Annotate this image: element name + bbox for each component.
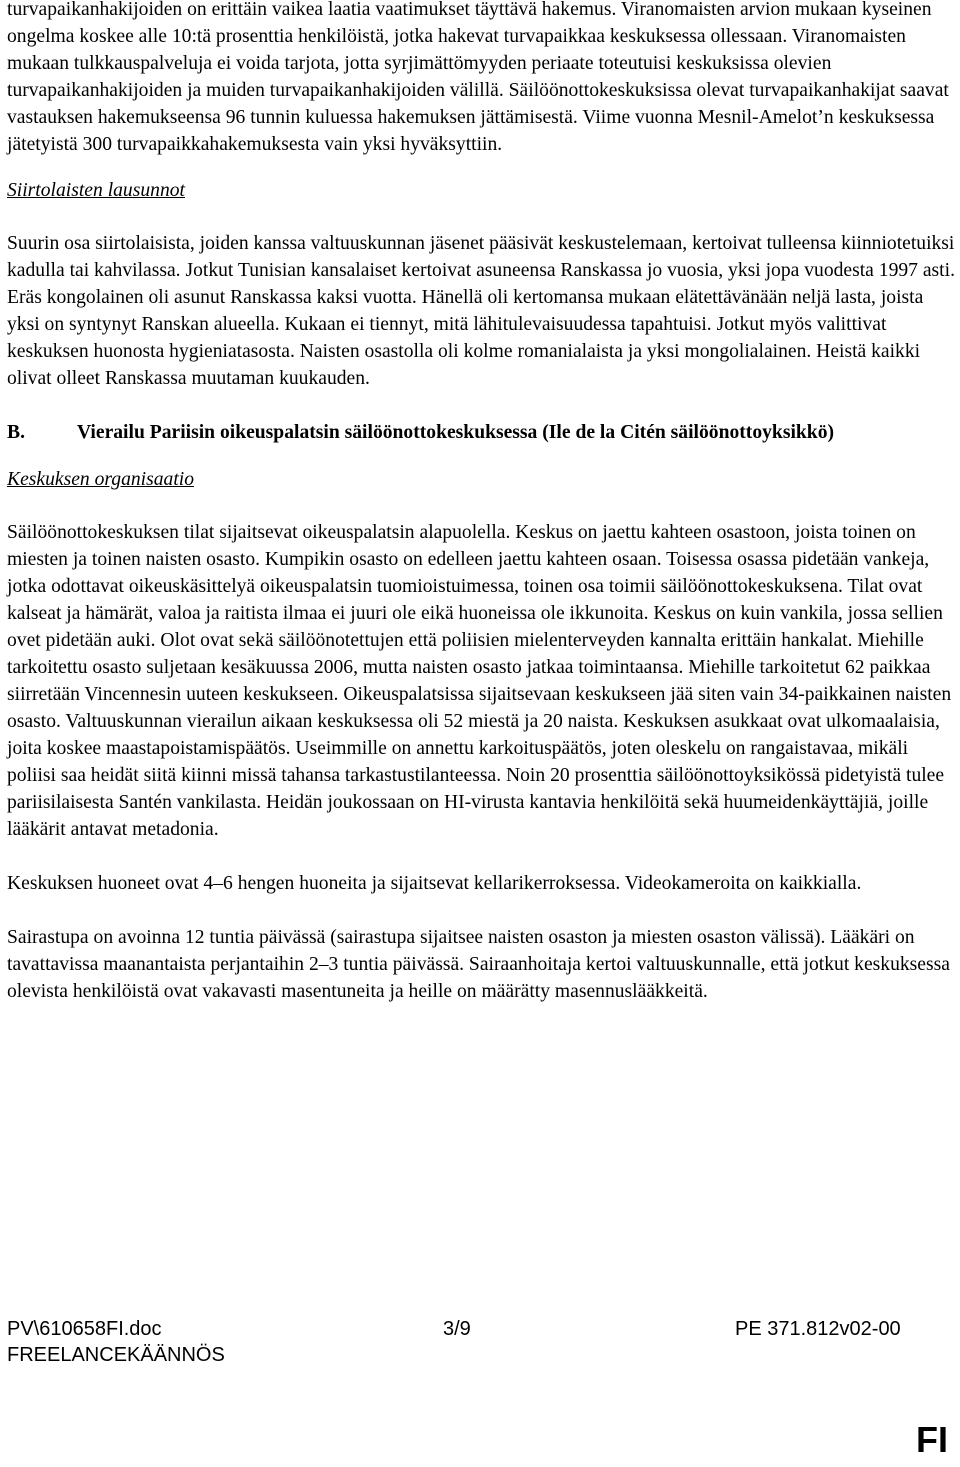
footer-translation-label: FREELANCEKÄÄNNÖS — [7, 1344, 225, 1366]
keskuksen-organisaatio-heading: Keskuksen organisaatio — [7, 469, 195, 490]
footer-page-number: 3/9 — [443, 1318, 471, 1340]
siirtolaiset-heading: Siirtolaisten lausunnot — [7, 180, 185, 201]
language-code: FI — [916, 1419, 948, 1460]
footer-pe-ref: PE 371.812v02-00 — [735, 1318, 901, 1340]
section-b-title: Vierailu Pariisin oikeuspalatsin säilöönottokeskuksessa (Ile de la Citén säilöönottoyksikkö) — [77, 422, 835, 443]
footer-doc-ref: PV\610658FI.doc — [7, 1318, 162, 1340]
intro-paragraph: turvapaikanhakijoiden on erittäin vaikea laatia vaatimukset täyttävä hakemus. Viranomaisten arvion mukaan kyseinen ongelma koskee alle 10:tä prosenttia henkilöistä, jotka hakevat turvapaikkaa keskuksessa ollessaan. Viranomaisten mukaan tulkkauspalveluja ei voida tarjota, jotta syrjimättömyyden periaate toteutuisi keskuksissa olevien turvapaikanhakijoiden ja muiden turvapaikanhakijoiden välillä. Säilöönottokeskuksissa olevat turvapaikanhakijat saavat vastauksen hakemukseensa 96 tunnin kuluessa hakemuksen jättämisestä. Viime vuonna Mesnil-Amelot’n keskuksessa jätetyistä 300 turvapaikkahakemuksesta vain yksi hyväksyttiin. — [7, 0, 949, 155]
section-b-letter: B. — [7, 422, 25, 443]
sairastupa-paragraph: Sairastupa on avoinna 12 tuntia päivässä (sairastupa sijaitsee naisten osaston ja miesten osaston välissä). Lääkäri on tavattavissa maanantaista perjantaihin 2–3 tuntia päivässä. Sairaanhoitaja kertoi valtuuskunnalle, että jotkut keskuksessa olevista henkilöistä ovat vakavasti masentuneita ja heille on määrätty masennuslääkkeitä. — [7, 927, 950, 1002]
siirtolaiset-paragraph: Suurin osa siirtolaisista, joiden kanssa valtuuskunnan jäsenet pääsivät keskustelemaan, kertoivat tulleensa kiinniotetuiksi kadulla tai kahvilassa. Jotkut Tunisian kansalaiset kertoivat asuneensa Ranskassa jo vuosia, yksi jopa vuodesta 1997 asti. Eräs kongolainen oli asunut Ranskassa kaksi vuotta. Hänellä oli kertomansa mukaan elätettävänään neljä lasta, joista yksi on syntynyt Ranskan alueella. Kukaan ei tiennyt, mitä lähitulevaisuudessa tapahtuisi. Jotkut myös valittivat keskuksen huonosta hygieniatasosta. Naisten osastolla oli kolme romanialaista ja yksi mongolialainen. Heistä kaikki olivat olleet Ranskassa muutaman kuukauden. — [7, 233, 955, 389]
section-b-heading — [7, 419, 955, 446]
huoneet-paragraph: Keskuksen huoneet ovat 4–6 hengen huoneita ja sijaitsevat kellarikerroksessa. Videokameroita on kaikkialla. — [7, 873, 862, 894]
organisaatio-paragraph: Säilöönottokeskuksen tilat sijaitsevat oikeuspalatsin alapuolella. Keskus on jaettu kahteen osastoon, joista toinen on miesten ja toinen naisten osasto. Kumpikin osasto on edelleen jaettu kahteen osaan. Toisessa osassa pidetään vankeja, jotka odottavat oikeuskäsittelyä oikeuspalatsin tuomioistuimessa, toinen osa toimii säilöönottokeskuksena. Tilat ovat kalseat ja hämärät, valoa ja raitista ilmaa ei juuri ole eikä huoneissa ole ikkunoita. Keskus on kuin vankila, jossa sellien ovet pidetään auki. Olot ovat sekä säilöönotettujen että poliisien mielenterveyden kannalta erittäin hankalat. Miehille tarkoitettu osasto suljetaan kesäkuussa 2006, mutta naisten osasto jatkaa toimintaansa. Miehille tarkoitetut 62 paikkaa siirretään Vincennesin uuteen keskukseen. Oikeuspalatsissa sijaitsevaan keskukseen jää siten vain 34-paikkainen naisten osasto. Valtuuskunnan vierailun aikaan keskuksessa oli 52 miestä ja 20 naista. Keskuksen asukkaat ovat ulkomaalaisia, joita koskee maastapoistamispäätös. Useimmille on annettu karkoituspäätös, joten oleskelu on rangaistavaa, mikäli poliisi saa heidät siitä kiinni missä tahansa tarkastustilanteessa. Noin 20 prosenttia säilöönottoyksikössä pidetyistä tulee pariisilaisesta Santén vankilasta. Heidän joukossaan on HI-virusta kantavia henkilöitä sekä huumeidenkäyttäjiä, joille lääkärit antavat metadonia. — [7, 522, 952, 840]
document-page — [7, 0, 955, 1005]
page-footer — [7, 1316, 955, 1368]
